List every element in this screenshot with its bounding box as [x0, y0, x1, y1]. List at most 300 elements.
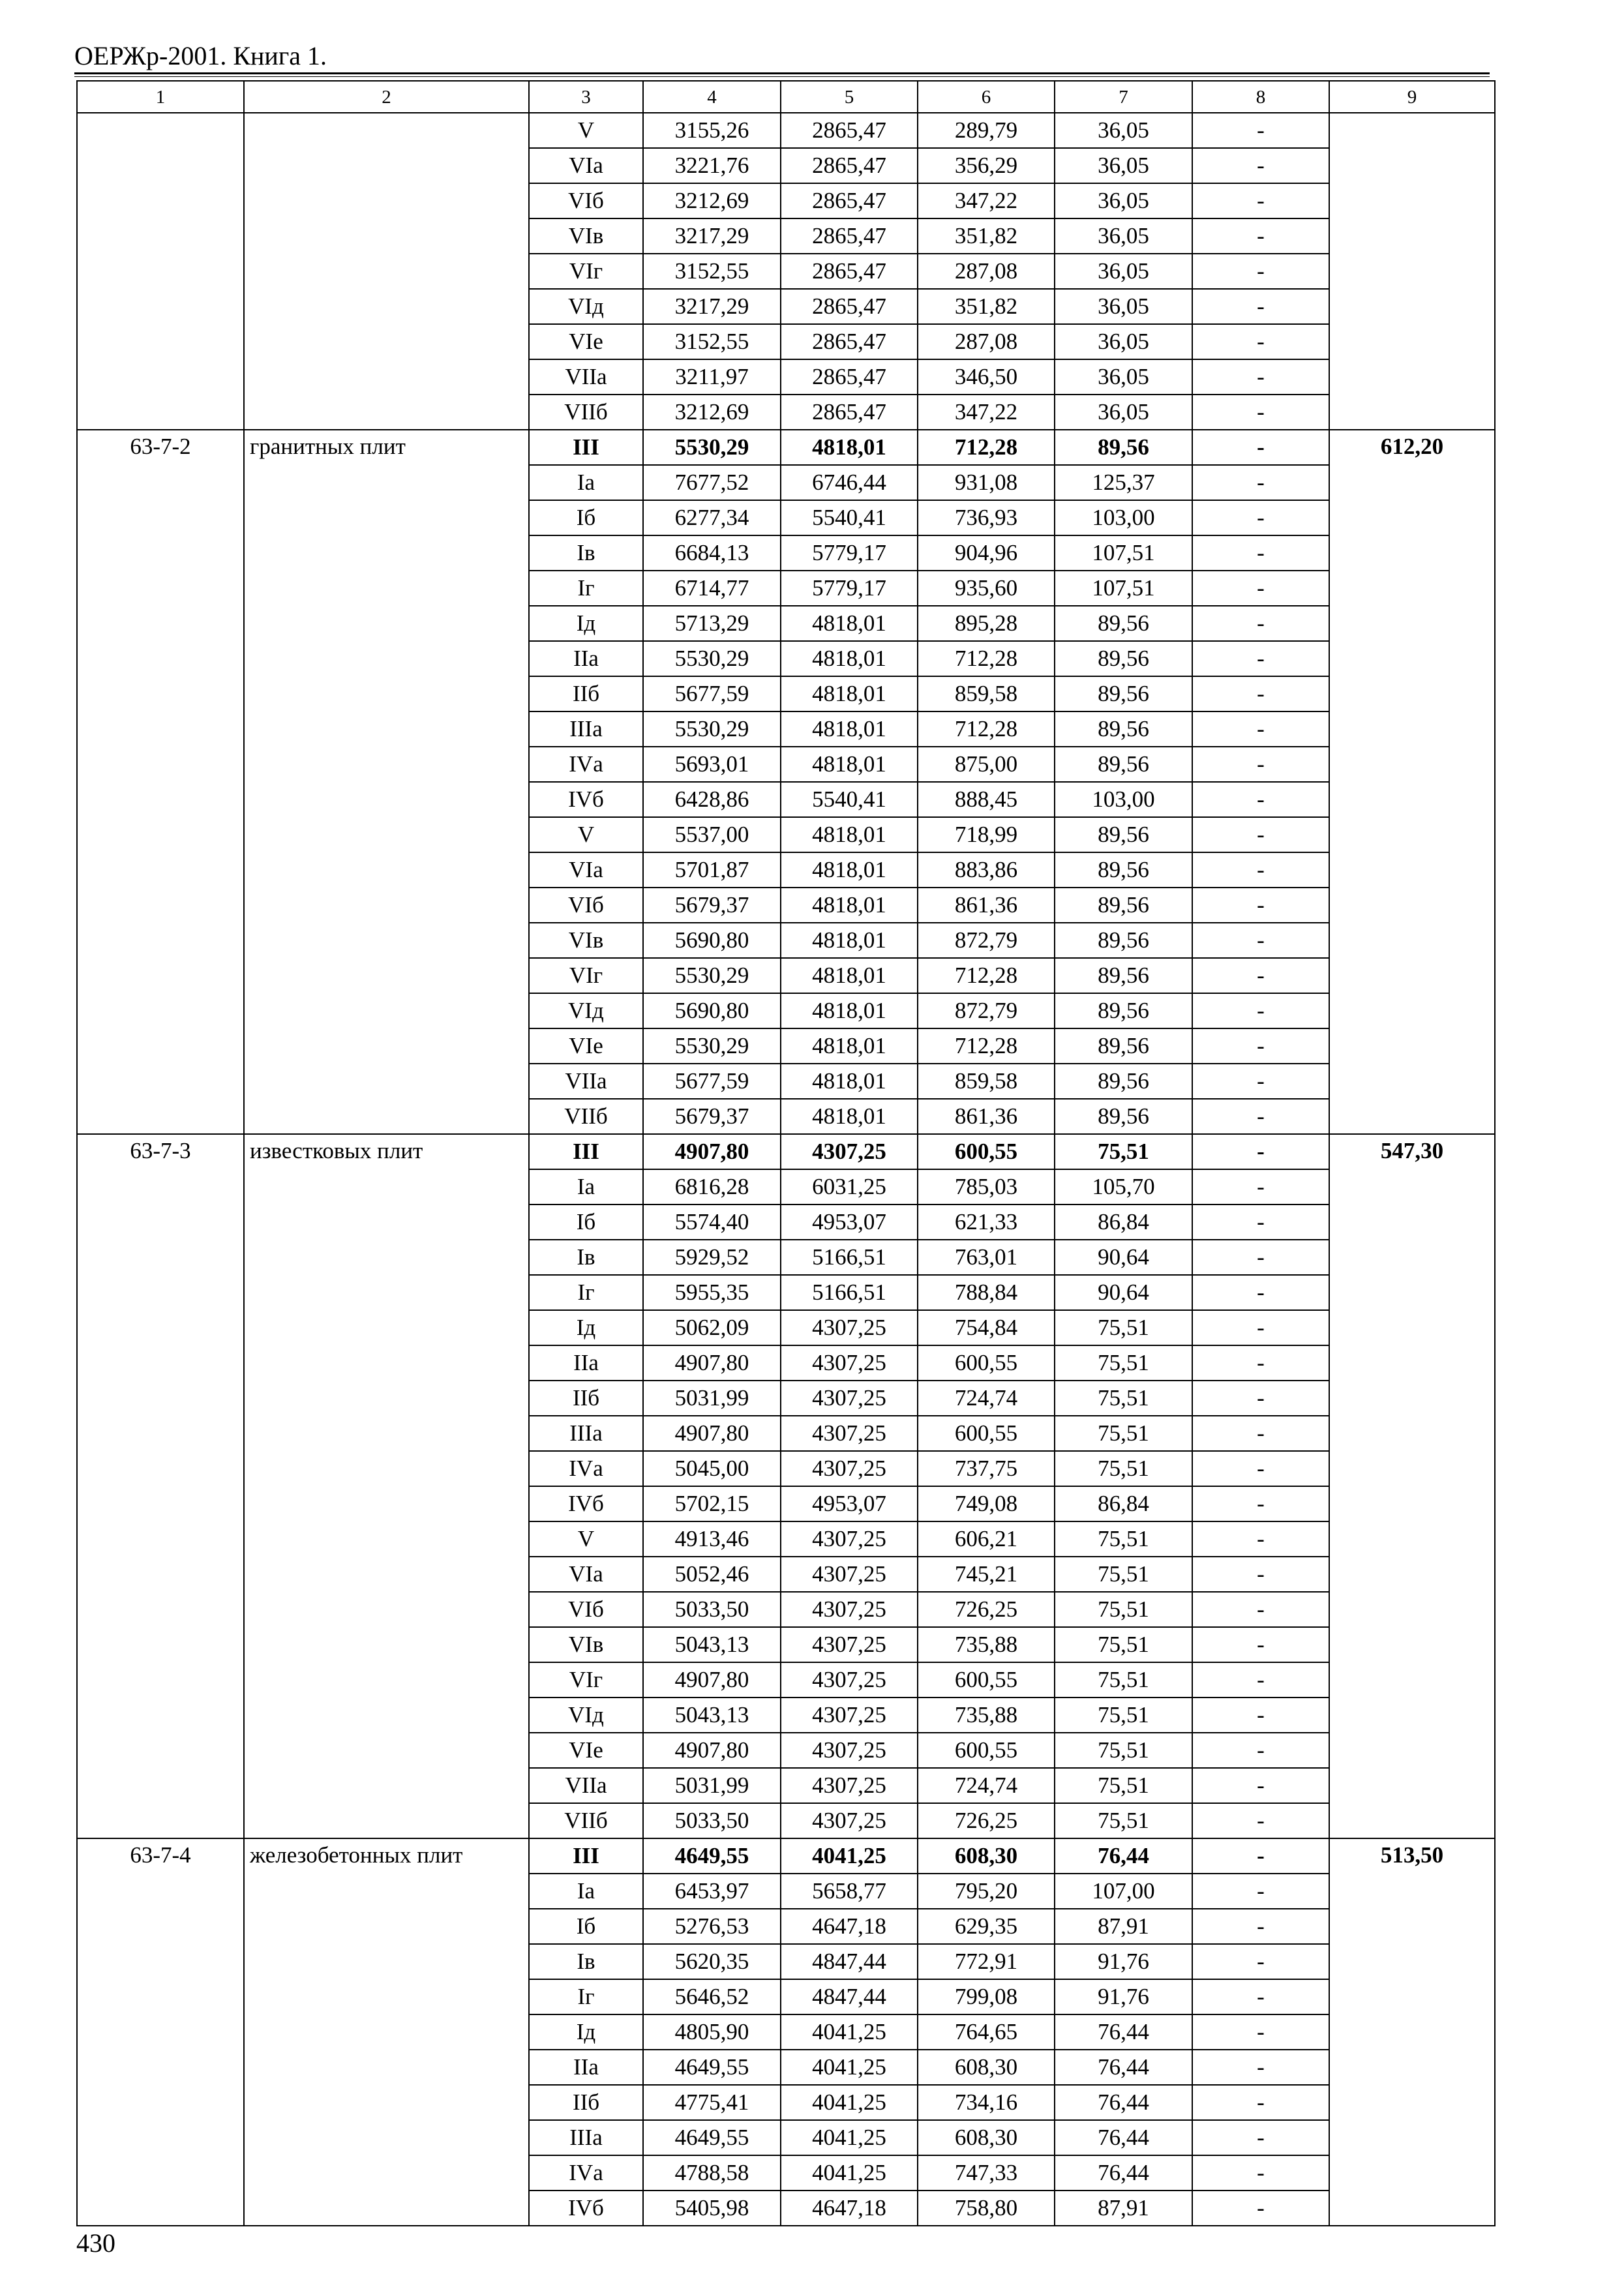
- column-number: 6: [918, 81, 1055, 113]
- value-cell: -: [1192, 1803, 1329, 1838]
- value-cell: -: [1192, 1310, 1329, 1345]
- value-cell: 4907,80: [643, 1416, 781, 1451]
- zone-cell: VIIа: [529, 1064, 643, 1099]
- value-cell: 36,05: [1055, 324, 1192, 359]
- value-cell: 4307,25: [781, 1521, 918, 1557]
- value-cell: -: [1192, 1204, 1329, 1240]
- value-cell: 90,64: [1055, 1275, 1192, 1310]
- zone-cell: IVб: [529, 1486, 643, 1521]
- value-cell: -: [1192, 1698, 1329, 1733]
- value-cell: 5530,29: [643, 641, 781, 676]
- value-cell: 5929,52: [643, 1240, 781, 1275]
- value-cell: 4788,58: [643, 2155, 781, 2191]
- value-cell: 4818,01: [781, 641, 918, 676]
- value-cell: 89,56: [1055, 641, 1192, 676]
- value-cell: 4818,01: [781, 1028, 918, 1064]
- zone-cell: VIг: [529, 1662, 643, 1698]
- value-cell: -: [1192, 1451, 1329, 1486]
- value-cell: 4649,55: [643, 1838, 781, 1874]
- zone-cell: Iа: [529, 1874, 643, 1909]
- value-cell: 346,50: [918, 359, 1055, 395]
- value-cell: 89,56: [1055, 606, 1192, 641]
- value-cell: 89,56: [1055, 1064, 1192, 1099]
- value-cell: 3152,55: [643, 324, 781, 359]
- value-cell: 5658,77: [781, 1874, 918, 1909]
- value-cell: 4647,18: [781, 2191, 918, 2226]
- value-cell: -: [1192, 2050, 1329, 2085]
- value-cell: 4307,25: [781, 1557, 918, 1592]
- zone-cell: IIа: [529, 2050, 643, 2085]
- value-cell: 712,28: [918, 641, 1055, 676]
- zone-cell: VIг: [529, 254, 643, 289]
- value-cell: 3211,97: [643, 359, 781, 395]
- value-cell: 5702,15: [643, 1486, 781, 1521]
- value-cell: 734,16: [918, 2085, 1055, 2120]
- zone-cell: IIб: [529, 2085, 643, 2120]
- zone-cell: IVа: [529, 747, 643, 782]
- zone-cell: Iв: [529, 1240, 643, 1275]
- value-cell: -: [1192, 1275, 1329, 1310]
- value-cell: 5166,51: [781, 1240, 918, 1275]
- value-cell: 89,56: [1055, 1099, 1192, 1134]
- value-cell: 5620,35: [643, 1944, 781, 1979]
- value-cell: -: [1192, 2155, 1329, 2191]
- value-cell: 4953,07: [781, 1204, 918, 1240]
- value-cell: 6746,44: [781, 465, 918, 500]
- rate-total-cell: 612,20: [1329, 430, 1495, 1134]
- zone-cell: VIд: [529, 289, 643, 324]
- value-cell: 2865,47: [781, 289, 918, 324]
- value-cell: 788,84: [918, 1275, 1055, 1310]
- zone-cell: Iб: [529, 1204, 643, 1240]
- value-cell: -: [1192, 218, 1329, 254]
- value-cell: -: [1192, 923, 1329, 958]
- value-cell: 5031,99: [643, 1381, 781, 1416]
- value-cell: 89,56: [1055, 993, 1192, 1028]
- value-cell: 4818,01: [781, 817, 918, 852]
- value-cell: 87,91: [1055, 1909, 1192, 1944]
- value-cell: 86,84: [1055, 1204, 1192, 1240]
- value-cell: 5779,17: [781, 535, 918, 571]
- zone-cell: VIIа: [529, 359, 643, 395]
- value-cell: 606,21: [918, 1521, 1055, 1557]
- value-cell: 3212,69: [643, 183, 781, 218]
- column-number: 8: [1192, 81, 1329, 113]
- value-cell: 107,00: [1055, 1874, 1192, 1909]
- value-cell: -: [1192, 641, 1329, 676]
- value-cell: 5062,09: [643, 1310, 781, 1345]
- table-row: [77, 1134, 1495, 1169]
- value-cell: 4041,25: [781, 1838, 918, 1874]
- value-cell: 89,56: [1055, 888, 1192, 923]
- value-cell: 89,56: [1055, 958, 1192, 993]
- value-cell: 726,25: [918, 1803, 1055, 1838]
- value-cell: 107,51: [1055, 535, 1192, 571]
- zone-cell: Iб: [529, 1909, 643, 1944]
- value-cell: 4307,25: [781, 1134, 918, 1169]
- value-cell: 600,55: [918, 1662, 1055, 1698]
- value-cell: 4041,25: [781, 2155, 918, 2191]
- value-cell: 3155,26: [643, 113, 781, 148]
- value-cell: -: [1192, 676, 1329, 711]
- value-cell: 351,82: [918, 289, 1055, 324]
- zone-cell: VIб: [529, 1592, 643, 1627]
- value-cell: 125,37: [1055, 465, 1192, 500]
- value-cell: 6428,86: [643, 782, 781, 817]
- value-cell: 75,51: [1055, 1557, 1192, 1592]
- value-cell: 5530,29: [643, 1028, 781, 1064]
- value-cell: 872,79: [918, 923, 1055, 958]
- zone-cell: Iа: [529, 465, 643, 500]
- value-cell: -: [1192, 993, 1329, 1028]
- value-cell: 86,84: [1055, 1486, 1192, 1521]
- running-header: ОЕРЖр-2001. Книга 1.: [74, 41, 327, 70]
- value-cell: -: [1192, 430, 1329, 465]
- value-cell: 931,08: [918, 465, 1055, 500]
- value-cell: 3217,29: [643, 289, 781, 324]
- value-cell: 4847,44: [781, 1944, 918, 1979]
- value-cell: 4818,01: [781, 1064, 918, 1099]
- value-cell: 4818,01: [781, 711, 918, 747]
- value-cell: 5677,59: [643, 676, 781, 711]
- value-cell: 5540,41: [781, 500, 918, 535]
- column-number: 5: [781, 81, 918, 113]
- value-cell: -: [1192, 289, 1329, 324]
- column-number: 2: [244, 81, 529, 113]
- value-cell: 2865,47: [781, 324, 918, 359]
- value-cell: 4307,25: [781, 1627, 918, 1662]
- value-cell: 5779,17: [781, 571, 918, 606]
- value-cell: -: [1192, 1099, 1329, 1134]
- column-number-row: [77, 81, 1495, 113]
- value-cell: 103,00: [1055, 782, 1192, 817]
- table-row: [77, 430, 1495, 465]
- value-cell: 883,86: [918, 852, 1055, 888]
- value-cell: 875,00: [918, 747, 1055, 782]
- zone-cell: VIб: [529, 183, 643, 218]
- value-cell: 36,05: [1055, 254, 1192, 289]
- value-cell: 5955,35: [643, 1275, 781, 1310]
- value-cell: 75,51: [1055, 1698, 1192, 1733]
- zone-cell: VIв: [529, 218, 643, 254]
- zone-cell: Iв: [529, 535, 643, 571]
- value-cell: 712,28: [918, 430, 1055, 465]
- value-cell: 5043,13: [643, 1627, 781, 1662]
- value-cell: 5537,00: [643, 817, 781, 852]
- value-cell: 5530,29: [643, 958, 781, 993]
- value-cell: -: [1192, 148, 1329, 183]
- value-cell: 724,74: [918, 1768, 1055, 1803]
- value-cell: 36,05: [1055, 218, 1192, 254]
- value-cell: -: [1192, 747, 1329, 782]
- value-cell: 872,79: [918, 993, 1055, 1028]
- value-cell: 351,82: [918, 218, 1055, 254]
- zone-cell: Iг: [529, 571, 643, 606]
- value-cell: -: [1192, 782, 1329, 817]
- value-cell: -: [1192, 1345, 1329, 1381]
- value-cell: 287,08: [918, 254, 1055, 289]
- column-number: 1: [77, 81, 244, 113]
- value-cell: 785,03: [918, 1169, 1055, 1204]
- value-cell: 4907,80: [643, 1733, 781, 1768]
- value-cell: 4818,01: [781, 888, 918, 923]
- value-cell: -: [1192, 535, 1329, 571]
- value-cell: 4649,55: [643, 2050, 781, 2085]
- value-cell: -: [1192, 1240, 1329, 1275]
- value-cell: -: [1192, 1381, 1329, 1416]
- value-cell: 859,58: [918, 676, 1055, 711]
- value-cell: -: [1192, 1521, 1329, 1557]
- value-cell: 5679,37: [643, 888, 781, 923]
- value-cell: 4307,25: [781, 1662, 918, 1698]
- value-cell: -: [1192, 1028, 1329, 1064]
- value-cell: 76,44: [1055, 2014, 1192, 2050]
- zone-cell: Iд: [529, 2014, 643, 2050]
- value-cell: 712,28: [918, 958, 1055, 993]
- value-cell: -: [1192, 113, 1329, 148]
- value-cell: 5713,29: [643, 606, 781, 641]
- value-cell: 289,79: [918, 113, 1055, 148]
- value-cell: -: [1192, 1944, 1329, 1979]
- value-cell: 5052,46: [643, 1557, 781, 1592]
- value-cell: 75,51: [1055, 1521, 1192, 1557]
- zone-cell: VIб: [529, 888, 643, 923]
- value-cell: -: [1192, 606, 1329, 641]
- zone-cell: IIIа: [529, 2120, 643, 2155]
- value-cell: 895,28: [918, 606, 1055, 641]
- value-cell: 4818,01: [781, 676, 918, 711]
- value-cell: 3212,69: [643, 395, 781, 430]
- value-cell: 347,22: [918, 395, 1055, 430]
- value-cell: -: [1192, 958, 1329, 993]
- value-cell: 735,88: [918, 1698, 1055, 1733]
- value-cell: 712,28: [918, 1028, 1055, 1064]
- value-cell: 89,56: [1055, 711, 1192, 747]
- column-number: 4: [643, 81, 781, 113]
- value-cell: -: [1192, 1909, 1329, 1944]
- rates-table-body: [77, 81, 1495, 2226]
- value-cell: 107,51: [1055, 571, 1192, 606]
- value-cell: 747,33: [918, 2155, 1055, 2191]
- value-cell: 4041,25: [781, 2085, 918, 2120]
- value-cell: 3221,76: [643, 148, 781, 183]
- table-row: [77, 1838, 1495, 1874]
- value-cell: 712,28: [918, 711, 1055, 747]
- value-cell: 772,91: [918, 1944, 1055, 1979]
- value-cell: 621,33: [918, 1204, 1055, 1240]
- value-cell: -: [1192, 1486, 1329, 1521]
- value-cell: 6816,28: [643, 1169, 781, 1204]
- value-cell: 76,44: [1055, 1838, 1192, 1874]
- value-cell: -: [1192, 1557, 1329, 1592]
- value-cell: 754,84: [918, 1310, 1055, 1345]
- rate-code-cell: 63-7-4: [77, 1838, 244, 2226]
- value-cell: 888,45: [918, 782, 1055, 817]
- zone-cell: IIб: [529, 1381, 643, 1416]
- rate-total-cell: 513,50: [1329, 1838, 1495, 2226]
- value-cell: 6277,34: [643, 500, 781, 535]
- rate-name-cell: гранитных плит: [244, 430, 529, 1134]
- value-cell: 6714,77: [643, 571, 781, 606]
- value-cell: 2865,47: [781, 183, 918, 218]
- value-cell: 89,56: [1055, 1028, 1192, 1064]
- rate-name-cell: [244, 113, 529, 430]
- column-number: 9: [1329, 81, 1495, 113]
- value-cell: -: [1192, 1064, 1329, 1099]
- zone-cell: Iд: [529, 1310, 643, 1345]
- value-cell: 5574,40: [643, 1204, 781, 1240]
- value-cell: 904,96: [918, 535, 1055, 571]
- value-cell: 287,08: [918, 324, 1055, 359]
- zone-cell: Iг: [529, 1275, 643, 1310]
- zone-cell: VIа: [529, 148, 643, 183]
- value-cell: 600,55: [918, 1416, 1055, 1451]
- value-cell: 935,60: [918, 571, 1055, 606]
- zone-cell: Iа: [529, 1169, 643, 1204]
- value-cell: -: [1192, 2120, 1329, 2155]
- value-cell: -: [1192, 817, 1329, 852]
- zone-cell: VIе: [529, 1028, 643, 1064]
- value-cell: 4913,46: [643, 1521, 781, 1557]
- value-cell: 4041,25: [781, 2120, 918, 2155]
- value-cell: 76,44: [1055, 2120, 1192, 2155]
- value-cell: 36,05: [1055, 113, 1192, 148]
- value-cell: 87,91: [1055, 2191, 1192, 2226]
- value-cell: 5677,59: [643, 1064, 781, 1099]
- value-cell: 2865,47: [781, 254, 918, 289]
- zone-cell: VIв: [529, 923, 643, 958]
- value-cell: 4818,01: [781, 430, 918, 465]
- value-cell: 799,08: [918, 1979, 1055, 2014]
- value-cell: 36,05: [1055, 289, 1192, 324]
- value-cell: 75,51: [1055, 1768, 1192, 1803]
- value-cell: 735,88: [918, 1627, 1055, 1662]
- value-cell: 4307,25: [781, 1698, 918, 1733]
- value-cell: 3217,29: [643, 218, 781, 254]
- zone-cell: IIа: [529, 641, 643, 676]
- value-cell: 745,21: [918, 1557, 1055, 1592]
- value-cell: -: [1192, 2191, 1329, 2226]
- value-cell: 4818,01: [781, 1099, 918, 1134]
- zone-cell: VIа: [529, 852, 643, 888]
- zone-cell: VIIб: [529, 1099, 643, 1134]
- value-cell: 718,99: [918, 817, 1055, 852]
- zone-cell: V: [529, 1521, 643, 1557]
- zone-cell: IVа: [529, 2155, 643, 2191]
- value-cell: 91,76: [1055, 1979, 1192, 2014]
- value-cell: -: [1192, 1874, 1329, 1909]
- value-cell: 89,56: [1055, 852, 1192, 888]
- value-cell: -: [1192, 2014, 1329, 2050]
- value-cell: 737,75: [918, 1451, 1055, 1486]
- zone-cell: V: [529, 113, 643, 148]
- column-number: 7: [1055, 81, 1192, 113]
- rate-name-cell: железобетонных плит: [244, 1838, 529, 2226]
- value-cell: -: [1192, 1627, 1329, 1662]
- value-cell: 75,51: [1055, 1416, 1192, 1451]
- value-cell: 4818,01: [781, 993, 918, 1028]
- value-cell: 4041,25: [781, 2014, 918, 2050]
- value-cell: 5405,98: [643, 2191, 781, 2226]
- value-cell: 4649,55: [643, 2120, 781, 2155]
- value-cell: -: [1192, 1979, 1329, 2014]
- value-cell: -: [1192, 2085, 1329, 2120]
- value-cell: -: [1192, 571, 1329, 606]
- zone-cell: VIд: [529, 993, 643, 1028]
- value-cell: -: [1192, 852, 1329, 888]
- zone-cell: III: [529, 1134, 643, 1169]
- zone-cell: VIIа: [529, 1768, 643, 1803]
- value-cell: 103,00: [1055, 500, 1192, 535]
- zone-cell: VIIб: [529, 395, 643, 430]
- value-cell: 5033,50: [643, 1803, 781, 1838]
- rate-total-cell: 547,30: [1329, 1134, 1495, 1838]
- value-cell: 356,29: [918, 148, 1055, 183]
- value-cell: 5679,37: [643, 1099, 781, 1134]
- value-cell: 600,55: [918, 1134, 1055, 1169]
- value-cell: 608,30: [918, 2120, 1055, 2155]
- value-cell: -: [1192, 1768, 1329, 1803]
- value-cell: 4953,07: [781, 1486, 918, 1521]
- value-cell: -: [1192, 183, 1329, 218]
- value-cell: 724,74: [918, 1381, 1055, 1416]
- value-cell: 2865,47: [781, 359, 918, 395]
- value-cell: 758,80: [918, 2191, 1055, 2226]
- rate-code-cell: [77, 113, 244, 430]
- zone-cell: VIа: [529, 1557, 643, 1592]
- zone-cell: VIд: [529, 1698, 643, 1733]
- value-cell: 5693,01: [643, 747, 781, 782]
- value-cell: -: [1192, 395, 1329, 430]
- value-cell: 4907,80: [643, 1345, 781, 1381]
- value-cell: 5690,80: [643, 923, 781, 958]
- zone-cell: III: [529, 430, 643, 465]
- value-cell: 4307,25: [781, 1592, 918, 1627]
- value-cell: 6453,97: [643, 1874, 781, 1909]
- value-cell: 89,56: [1055, 923, 1192, 958]
- value-cell: 5031,99: [643, 1768, 781, 1803]
- header-rule: [74, 72, 1490, 77]
- value-cell: 76,44: [1055, 2085, 1192, 2120]
- zone-cell: IVб: [529, 782, 643, 817]
- zone-cell: VIе: [529, 1733, 643, 1768]
- value-cell: 7677,52: [643, 465, 781, 500]
- value-cell: 89,56: [1055, 430, 1192, 465]
- value-cell: 90,64: [1055, 1240, 1192, 1275]
- value-cell: 861,36: [918, 1099, 1055, 1134]
- table-row: [77, 113, 1495, 148]
- value-cell: 5276,53: [643, 1909, 781, 1944]
- value-cell: 2865,47: [781, 148, 918, 183]
- value-cell: -: [1192, 1733, 1329, 1768]
- value-cell: 629,35: [918, 1909, 1055, 1944]
- value-cell: 89,56: [1055, 676, 1192, 711]
- value-cell: 75,51: [1055, 1381, 1192, 1416]
- value-cell: 5690,80: [643, 993, 781, 1028]
- value-cell: 4818,01: [781, 852, 918, 888]
- zone-cell: VIв: [529, 1627, 643, 1662]
- value-cell: 4647,18: [781, 1909, 918, 1944]
- value-cell: 36,05: [1055, 183, 1192, 218]
- value-cell: -: [1192, 888, 1329, 923]
- zone-cell: IIа: [529, 1345, 643, 1381]
- zone-cell: IIIа: [529, 1416, 643, 1451]
- value-cell: 75,51: [1055, 1627, 1192, 1662]
- value-cell: -: [1192, 1416, 1329, 1451]
- value-cell: -: [1192, 1592, 1329, 1627]
- value-cell: 36,05: [1055, 395, 1192, 430]
- zone-cell: V: [529, 817, 643, 852]
